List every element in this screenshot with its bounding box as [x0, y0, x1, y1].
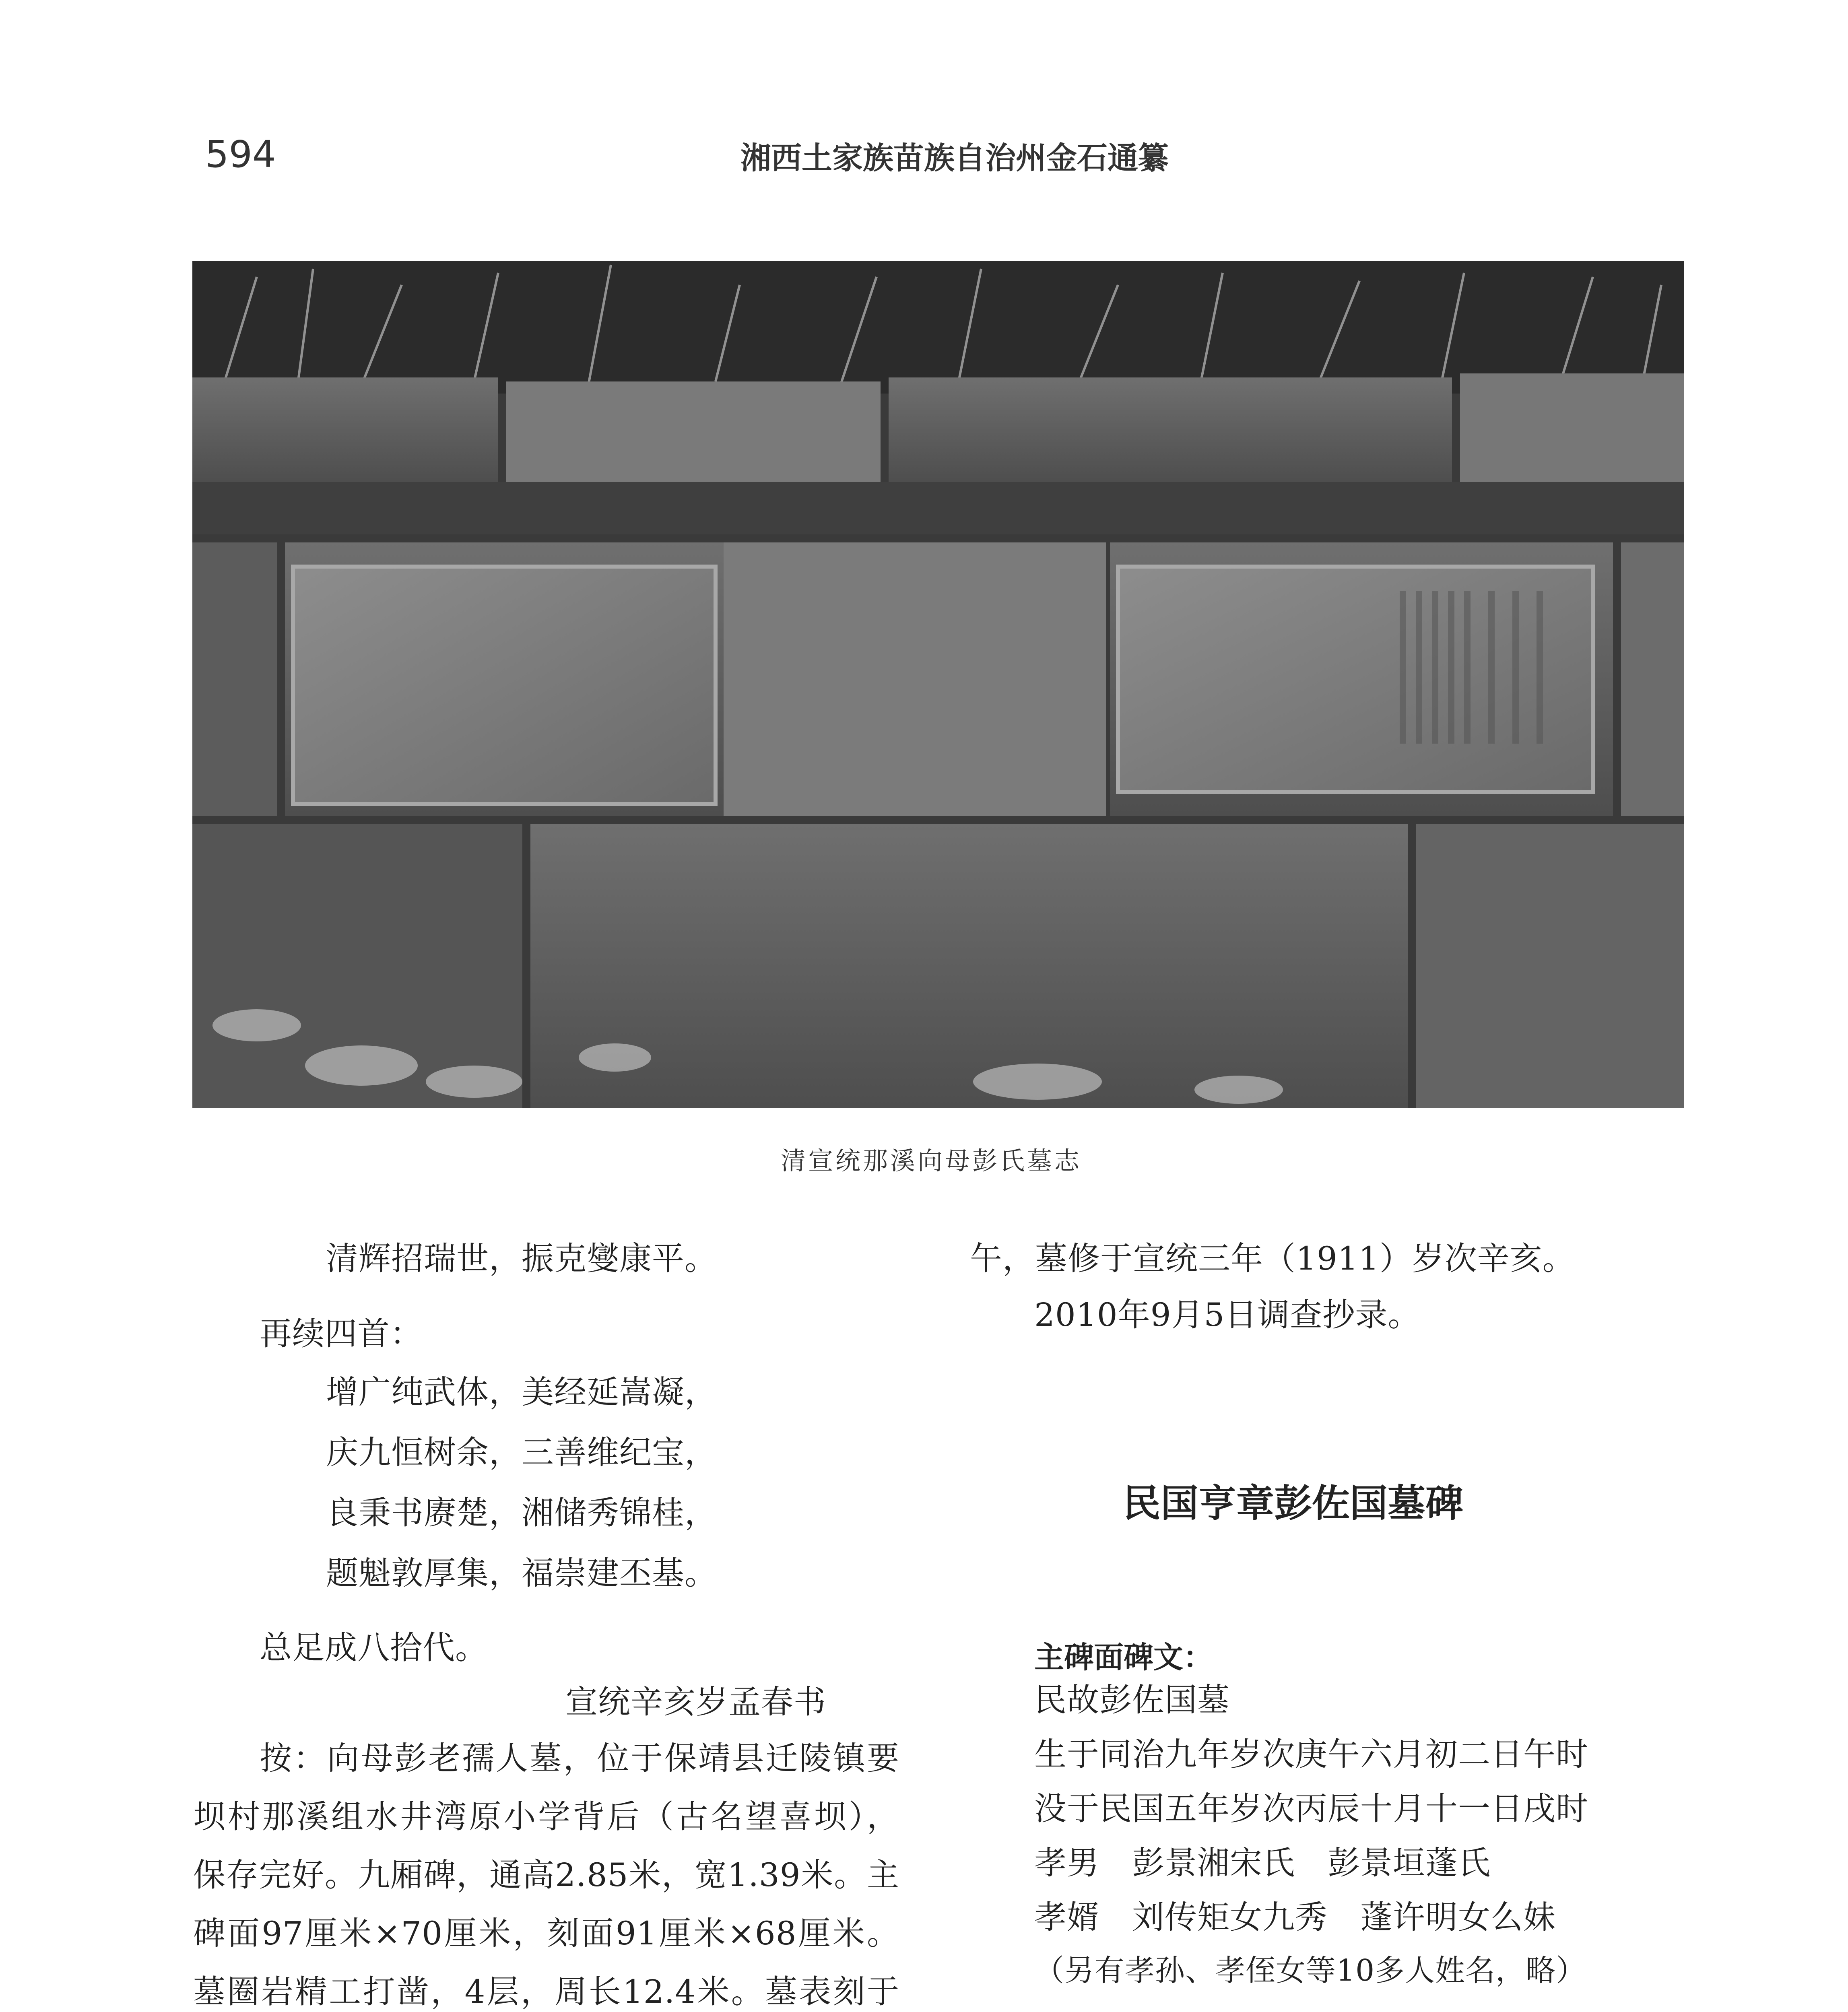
note-line: 按：向母彭老孺人墓，位于保靖县迁陵镇要: [260, 1740, 899, 1777]
section-title: 民国亨章彭佐国墓碑: [1123, 1482, 1464, 1525]
verse-line: 增广纯武体，美经延嵩凝，: [326, 1373, 717, 1411]
verse-line: 题魁敦厚集，福崇建丕基。: [326, 1554, 717, 1592]
continue-title: 再续四首：: [260, 1315, 423, 1352]
inscription-line: 生于同治九年岁次庚午六月初二日午时: [1034, 1736, 1588, 1773]
signature-line: 宣统辛亥岁孟春书: [565, 1683, 826, 1721]
continued-line: 午，墓修于宣统三年（1911）岁次辛亥。: [970, 1240, 1575, 1277]
inscription-line: 民故彭佐国墓: [1034, 1681, 1230, 1719]
note-line: 坝村那溪组水井湾原小学背后（古名望喜坝），: [193, 1798, 899, 1835]
inscription-line: 孝婿 刘传矩女九秀 蓬许明女么妹: [1034, 1899, 1556, 1936]
verse-ending-line: 清辉招瑞世，振克燮康平。: [326, 1240, 717, 1277]
survey-line: 2010年9月5日调查抄录。: [1034, 1296, 1421, 1334]
note-line: 墓圈岩精工打凿，4层，周长12.4米。墓表刻于: [193, 1973, 899, 2010]
inscription-line: 孝男 彭景湘宋氏 彭景垣蓬氏: [1034, 1844, 1491, 1882]
note-line: 碑面97厘米×70厘米，刻面91厘米×68厘米。: [193, 1915, 899, 1952]
tomb-photo: [192, 261, 1684, 1108]
verse-line: 良秉书赓楚，湘储秀锦桂，: [326, 1494, 717, 1532]
running-header-title: 湘西土家族苗族自治州金石通纂: [740, 140, 1169, 176]
inscription-line: 没于民国五年岁次丙辰十月十一日戌时: [1034, 1790, 1588, 1827]
figure-caption: 清宣统那溪向母彭氏墓志: [781, 1146, 1082, 1175]
main-face-label: 主碑面碑文：: [1034, 1640, 1213, 1675]
note-line: 保存完好。九厢碑，通高2.85米，宽1.39米。主: [193, 1856, 899, 1894]
total-line: 总足成八拾代。: [260, 1629, 488, 1666]
verse-line: 庆九恒树余，三善维纪宝，: [326, 1434, 717, 1471]
inscription-note: （另有孝孙、孝侄女等10多人姓名，略）: [1034, 1953, 1586, 1988]
page-number: 594: [205, 133, 276, 176]
